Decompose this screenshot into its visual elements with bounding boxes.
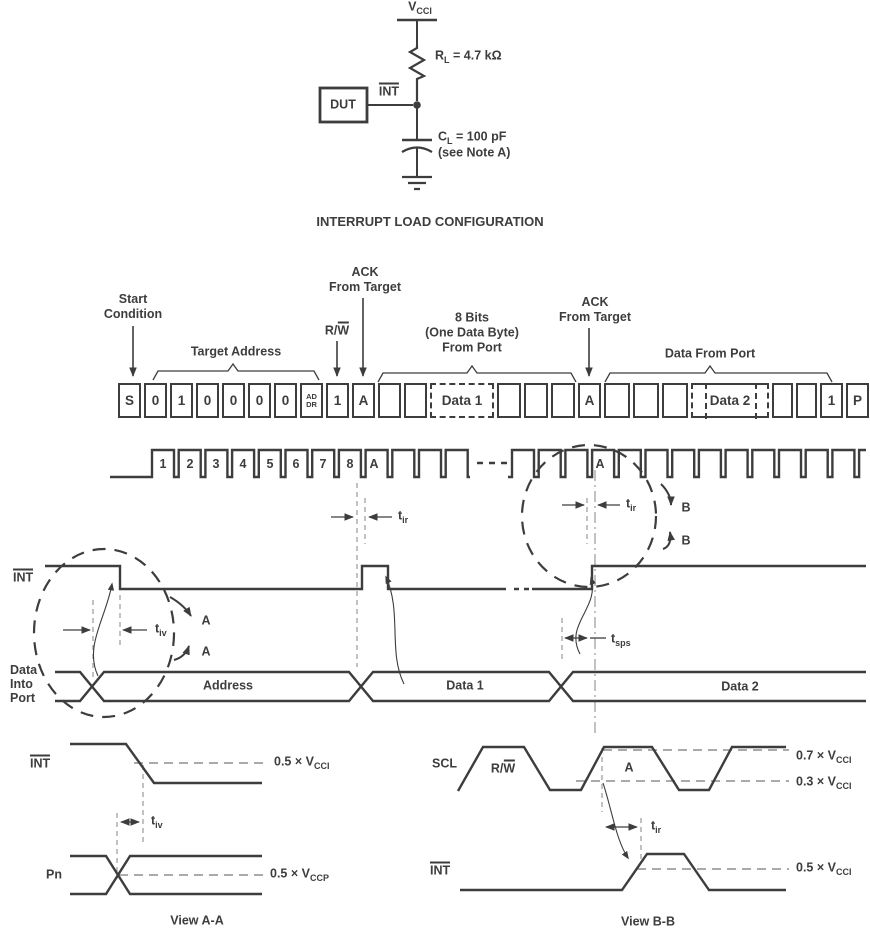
vertical-guides [93,470,641,879]
data-from-port-brace [605,366,832,382]
section-b-letter: B [681,533,691,548]
figure-title: INTERRUPT LOAD CONFIGURATION [316,214,544,230]
bit-cell-stop: P [846,383,869,418]
bb-05vcci-label: $0.5 \times V_{CCI}$ [796,860,852,877]
bit-cell [604,383,630,418]
aa-pn-label: Pn [46,867,62,882]
bit-cell: 0 [248,383,271,418]
bb-scl-label: SCL [432,756,457,771]
bit-cell-ack: A [578,383,601,418]
int-left-segment [45,566,506,589]
bit-cell: 0 [144,383,167,418]
dut-label: DUT [330,97,356,112]
curve-bus-to-int-pulse [386,577,404,684]
view-bb-caption: View B-B [621,914,675,929]
clock-pulse-label: 2 [186,457,194,471]
section-a-down-arrow [170,597,191,616]
section-b-up-arrow [663,532,670,549]
clock-right-segment [508,450,866,477]
vcci-label: $V_{CCI}$ [408,0,432,16]
bus-address-label: Address [202,678,254,693]
clock-pulse-label: 8 [346,457,354,471]
clock-pulse-label: 4 [239,457,247,471]
bb-rw-label: R/W [490,761,516,776]
bb-ack-label: A [624,760,634,775]
int-signal-label: INT [13,570,34,585]
clock-pulse-label: 6 [292,457,300,471]
bit-cell-ack: A [352,383,375,418]
clock-ack-label: A [369,457,379,471]
ground-symbol [402,177,432,189]
bit-cell [662,383,688,418]
bit-cell [524,383,548,418]
bit-cell [404,383,427,418]
bus-data1-label: Data 1 [446,678,484,693]
bit-cell [633,383,659,418]
curve-bus-to-int-fall [93,584,112,676]
detail-circle-a [34,549,174,717]
data-into-port-label: Data Into Port [10,663,38,705]
aa-int-label: INT [30,756,51,771]
bus-data2-label: Data 2 [721,679,759,694]
clock-ack-label: A [595,457,605,471]
clock-pulse-label: 5 [266,457,274,471]
cl-label: $C_L = 100$ pF [438,129,507,146]
bit-cell-data1: Data 1 [430,383,494,418]
bb-tir-label: $t_{ir}$ [651,818,662,835]
section-a-letter: A [201,613,211,628]
tiv-label: $t_{iv}$ [155,621,167,638]
eight-bits-label: 8 Bits (One Data Byte) From Port [425,310,519,355]
rw-label: R/W [324,323,350,338]
bb-int-wave [460,854,786,890]
timing-arrows [63,505,637,827]
bit-cell [497,383,521,418]
detail-circles [34,445,656,717]
cl-note-label: (see Note A) [438,145,511,160]
section-b-letter: B [681,500,691,515]
tirb-label: $t_{ir}$ [626,496,637,513]
bit-cell [551,383,575,418]
target-address-brace [153,364,319,380]
int-pin-label: INT [378,84,400,99]
data-from-port-label: Data From Port [664,346,756,361]
curve-bb-scl-to-int [603,783,628,858]
bit-cell [796,383,817,418]
target-address-label: Target Address [190,344,282,359]
bb-int-label: INT [430,863,451,878]
eight-bits-brace [378,366,576,382]
bit-cell: 1 [820,383,843,418]
section-a-up-arrow [174,646,189,660]
scl-clock-waveform [110,450,866,477]
annotation-arrows [133,298,589,376]
section-a-letter: A [201,644,211,659]
aa-05vcci-label: $0.5 \times V_{CCI}$ [274,754,330,771]
bit-cell-data2: Data 2 [691,383,769,418]
tsps-label: $t_{sps}$ [611,631,631,648]
clock-pulse-label: 1 [159,457,167,471]
bb-07vcci-label: $0.7 \times V_{CCI}$ [796,748,852,765]
bit-cell: 0 [222,383,245,418]
bit-cell: 0 [196,383,219,418]
bit-cell: 1 [170,383,193,418]
int-waveform [45,566,866,589]
section-arrows [170,484,671,660]
aa-05vccp-label: $0.5 \times V_{CCP}$ [270,866,329,883]
resistor-symbol [410,45,424,101]
clock-pulse-label: 7 [319,457,327,471]
bb-03vcci-label: $0.3 \times V_{CCI}$ [796,774,852,791]
detail-circle-b [522,445,656,587]
ack2-label: ACK From Target [559,295,631,324]
bit-cell [378,383,401,418]
rl-label: $R_L = 4.7$ kΩ [435,48,502,65]
view-aa-waveforms [70,744,262,894]
ack1-label: ACK From Target [329,265,401,294]
tir1-label: $t_{ir}$ [398,508,409,525]
section-b-down-arrow [661,484,671,505]
braces [153,364,832,382]
aa-tiv-label: $t_{iv}$ [151,813,163,830]
bit-cell [772,383,793,418]
bit-sequence-row [118,383,869,418]
bit-cell-rw: 1 [326,383,349,418]
bit-cell: 0 [274,383,297,418]
bit-cell-s: S [118,383,141,418]
bit-cell-addr: AD DR [300,383,323,418]
clock-pulse-label: 3 [212,457,220,471]
start-condition-label: Start Condition [103,292,163,321]
view-aa-caption: View A-A [170,913,224,928]
